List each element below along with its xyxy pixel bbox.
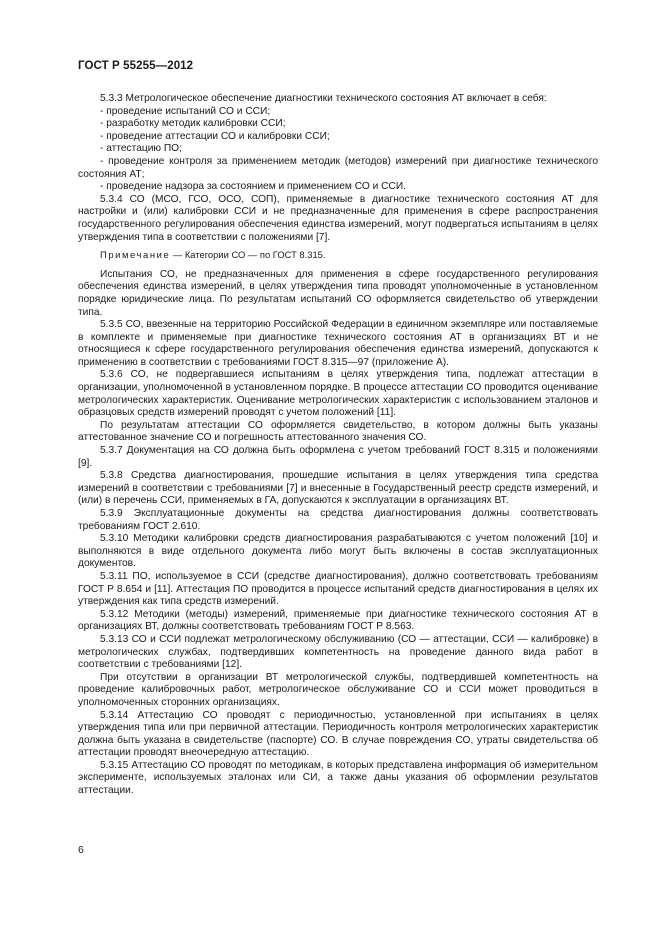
paragraph-5-3-10: 5.3.10 Методики калибровки средств диагностирования разрабатываются с учетом положений [10] и выполняются в виде отдельного документа либо могут быть включены в состав эксплуатационных документов. <box>78 533 598 570</box>
paragraph-5-3-9: 5.3.9 Эксплуатационные документы на средства диагностирования должны соответствовать требованиям ГОСТ 2.610. <box>78 508 598 532</box>
paragraph-5-3-6: 5.3.6 СО, не подвергавшиеся испытаниям в целях утверждения типа, подлежат аттестации в организации, уполномоченной в установленном порядке. В процессе аттестации СО проводится оценивание метрологических характеристик. Оценивание метрологических характеристик с использованием эталонов и образцовых средств измерений проводят с учетом положений [11]. <box>78 369 598 419</box>
paragraph-5-3-4: 5.3.4 СО (МСО, ГСО, ОСО, СОП), применяемые в диагностике технического состояния АТ для настройки и (или) калибровки ССИ и не предназначенные для применения в сфере распространения государственного регулирования обеспечения единства измерений, могут подвергаться испытаниям в целях утверждения типа в соответствии с положениями [7]. <box>78 193 598 243</box>
paragraph-5-3-15: 5.3.15 Аттестацию СО проводят по методикам, в которых представлена информация об измерительном эксперименте, используемых эталонах или СИ, а также даны указания об оформлении результатов аттестации. <box>78 759 598 797</box>
document-code: ГОСТ Р 55255—2012 <box>78 60 194 72</box>
paragraph-5-3-5: 5.3.5 СО, ввезенные на территорию Российской Федерации в единичном экземпляре или поставляемые в комплекте и применяемые при диагностике технического состояния АТ в организациях ВТ и не относящиеся к сфере государственного регулирования обеспечения единства измерений, допускаются к применению в соответствии с требованиями ГОСТ 8.315—97 (приложение А). <box>78 319 598 368</box>
paragraph-5-3-7: 5.3.7 Документация на СО должна быть оформлена с учетом требований ГОСТ 8.315 и положениями [9]. <box>78 445 598 469</box>
paragraph-5-3-11: 5.3.11 ПО, используемое в ССИ (средстве диагностирования), должно соответствовать требованиям ГОСТ Р 8.654 и [11]. Аттестация ПО проводится в процессе испытаний средств диагностирования в целях их утверждения как типа средств измерений. <box>78 570 598 608</box>
list-item: - разработку методик калибровки ССИ; <box>100 118 286 130</box>
paragraph-5-3-12: 5.3.12 Методики (методы) измерений, применяемые при диагностике технического состояния АТ в организациях ВТ, должны соответствовать требованиям ГОСТ Р 8.563. <box>78 608 598 633</box>
paragraph-5-3-13: 5.3.13 СО и ССИ подлежат метрологическому обслуживанию (СО — аттестации, ССИ — калибровке) в метрологических службах, подтвердивших компетентность на проведение данного вида работ в соответствии с требованиями [12]. <box>78 633 598 671</box>
list-item: - проведение контроля за применением методик (методов) измерений при диагностике технического состояния АТ; <box>78 155 598 180</box>
page-number: 6 <box>78 844 84 856</box>
paragraph-5-3-14: 5.3.14 Аттестацию СО проводят с периодичностью, установленной при испытаниях в целях утверждения типа или при первичной аттестации. Периодичность контроля метрологических характеристик должна быть указана в свидетельстве (паспорте) СО. В случае повреждения СО, утраты свидетельства об аттестации проводят внеочередную аттестацию. <box>78 709 598 759</box>
note-text: — Категории СО — по ГОСТ 8.315. <box>170 249 326 261</box>
paragraph: Испытания СО, не предназначенных для применения в сфере государственного регулирования обеспечения единства измерений, в целях утверждения типа проводят уполномоченные в установленном порядке юридические лица. По результатам испытаний СО оформляется свидетельство об утверждении типа. <box>78 268 598 318</box>
document-body <box>78 93 598 798</box>
paragraph: По результатам аттестации СО оформляется свидетельство, в котором должны быть указаны аттестованное значение СО и погрешность аттестованного значения СО. <box>78 419 598 444</box>
list-item: - проведение испытаний СО и ССИ; <box>100 105 271 117</box>
list-item: - проведение надзора за состоянием и применением СО и ССИ. <box>100 181 406 193</box>
paragraph-5-3-3: 5.3.3 Метрологическое обеспечение диагностики технического состояния АТ включает в себя: <box>100 93 547 104</box>
list-item: - проведение аттестации СО и калибровки ССИ; <box>100 130 330 142</box>
paragraph-5-3-8: 5.3.8 Средства диагностирования, прошедшие испытания в целях утверждения типа средства измерений в соответствии с требованиями [7] и внесенные в Государственный реестр средств измерений, и (или) в перечень ССИ, применяемых в ГА, допускаются к эксплуатации в организациях ВТ. <box>78 470 598 507</box>
note-label: Примечание <box>100 249 171 261</box>
list-item: - аттестацию ПО; <box>100 143 182 155</box>
note <box>78 249 598 262</box>
paragraph: При отсутствии в организации ВТ метрологической службы, подтвердившей компетентность на проведение калибровочных работ, метрологическое обслуживание СО и ССИ может проводиться в уполномоченных сторонних организациях. <box>78 671 598 708</box>
